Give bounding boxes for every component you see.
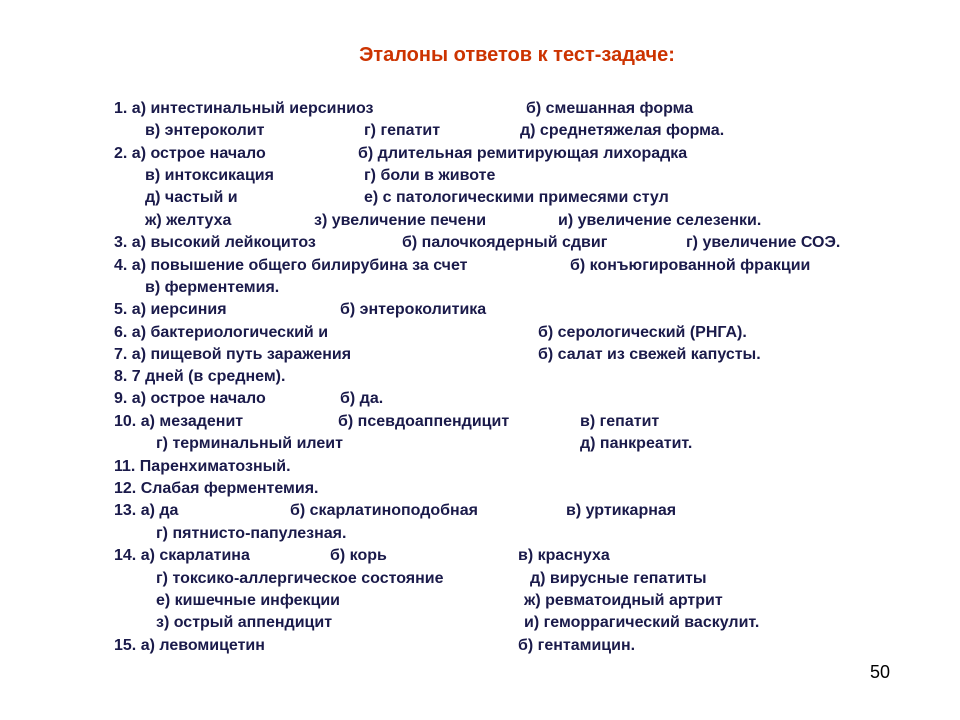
- answer-14i: и) геморрагический васкулит.: [524, 614, 760, 631]
- page-number: 50: [870, 662, 891, 682]
- answer-4v: в) ферментемия.: [145, 279, 280, 296]
- answer-14z: з) острый аппендицит: [156, 614, 333, 631]
- answer-13a: 13. а) да: [114, 502, 179, 519]
- answer-3g: г) увеличение СОЭ.: [686, 234, 841, 251]
- answer-2d: д) частый и: [145, 189, 238, 206]
- answer-6b: б) серологический (РНГА).: [538, 324, 747, 341]
- answer-10d: д) панкреатит.: [580, 435, 693, 452]
- answer-2z: з) увеличение печени: [314, 212, 487, 229]
- answer-2i: и) увеличение селезенки.: [558, 212, 762, 229]
- answer-2e: е) с патологическими примесями стул: [364, 189, 669, 206]
- answer-5b: б) энтероколитика: [340, 301, 487, 318]
- answer-7a: 7. а) пищевой путь заражения: [114, 346, 352, 363]
- answer-5a: 5. а) иерсиния: [114, 301, 227, 318]
- answer-2b: б) длительная ремитирующая лихорадка: [358, 145, 688, 162]
- answer-1b: б) смешанная форма: [526, 100, 694, 117]
- answer-14b: б) корь: [330, 547, 387, 564]
- answer-4a: 4. а) повышение общего билирубина за счет: [114, 257, 468, 274]
- answer-14zh: ж) ревматоидный артрит: [524, 592, 723, 609]
- answer-12: 12. Слабая ферментемия.: [114, 480, 319, 497]
- answer-14e: е) кишечные инфекции: [156, 592, 341, 609]
- answer-7b: б) салат из свежей капусты.: [538, 346, 761, 363]
- answer-2a: 2. а) острое начало: [114, 145, 266, 162]
- answer-2g: г) боли в животе: [364, 167, 496, 184]
- answer-8: 8. 7 дней (в среднем).: [114, 368, 286, 385]
- answer-13g: г) пятнисто-папулезная.: [156, 525, 347, 542]
- answer-14d: д) вирусные гепатиты: [530, 570, 707, 587]
- answer-10b: б) псевдоаппендицит: [338, 413, 510, 430]
- answer-13v: в) уртикарная: [566, 502, 677, 519]
- answer-3a: 3. а) высокий лейкоцитоз: [114, 234, 316, 251]
- answer-11: 11. Паренхиматозный.: [114, 458, 291, 475]
- answer-1d: д) среднетяжелая форма.: [520, 122, 725, 139]
- slide-title: Эталоны ответов к тест-задаче:: [359, 44, 675, 66]
- answer-14g: г) токсико-аллергическое состояние: [156, 570, 444, 587]
- answer-9a: 9. а) острое начало: [114, 390, 266, 407]
- answer-10a: 10. а) мезаденит: [114, 413, 244, 430]
- answer-15a: 15. а) левомицетин: [114, 637, 265, 654]
- answer-1g: г) гепатит: [364, 122, 441, 139]
- answer-1a: 1. а) интестинальный иерсиниоз: [114, 100, 374, 117]
- answer-2zh: ж) желтуха: [145, 212, 232, 229]
- answer-4b: б) конъюгированной фракции: [570, 257, 811, 274]
- answer-2v: в) интоксикация: [145, 167, 274, 184]
- answer-15b: б) гентамицин.: [518, 637, 636, 654]
- answer-3b: б) палочкоядерный сдвиг: [402, 234, 608, 251]
- answer-14a: 14. а) скарлатина: [114, 547, 250, 564]
- answer-10v: в) гепатит: [580, 413, 660, 430]
- answer-13b: б) скарлатиноподобная: [290, 502, 478, 519]
- answer-1v: в) энтероколит: [145, 122, 265, 139]
- answer-10g: г) терминальный илеит: [156, 435, 343, 452]
- answer-9b: б) да.: [340, 390, 384, 407]
- answer-14v: в) краснуха: [518, 547, 610, 564]
- answer-6a: 6. а) бактериологический и: [114, 324, 329, 341]
